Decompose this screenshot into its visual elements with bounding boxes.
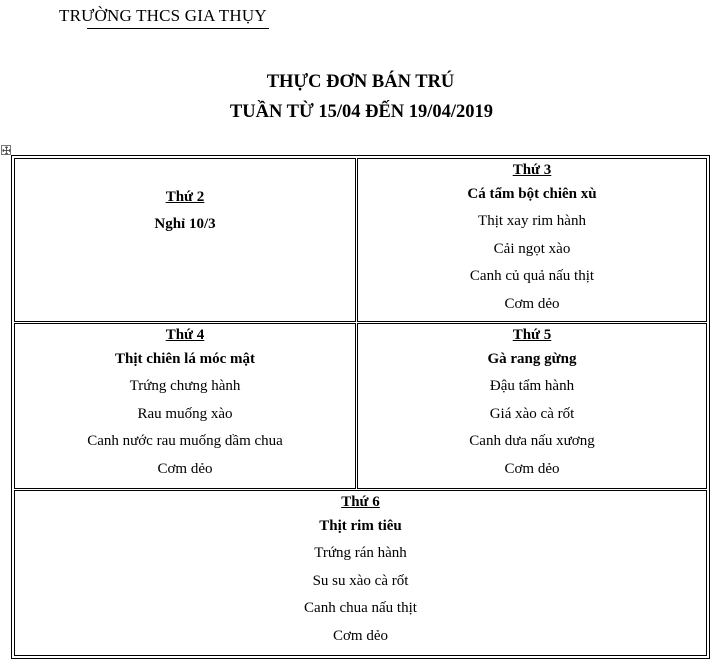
main-dish: Thịt chiên lá móc mật (115, 351, 255, 367)
dish-item: Cơm dẻo (504, 295, 560, 312)
dish-item: Thịt xay rim hành (478, 213, 586, 230)
day-note: Nghỉ 10/3 (154, 216, 216, 232)
dish-item: Canh chua nấu thịt (304, 600, 417, 617)
dish-item: Trứng rán hành (314, 545, 407, 562)
menu-week-range: TUẦN TỪ 15/04 ĐẾN 19/04/2019 (229, 102, 494, 122)
menu-cell-thu-6[interactable] (14, 490, 707, 656)
dish-item: Rau muống xào (137, 405, 233, 422)
dish-item: Cơm dẻo (332, 627, 388, 644)
dish-item: Trứng chưng hành (129, 378, 241, 395)
dish-item: Đậu tẩm hành (489, 378, 575, 395)
dish-item: Canh củ quả nấu thịt (469, 268, 595, 285)
move-arrows-icon[interactable] (1, 145, 11, 155)
day-label: Thứ 4 (165, 327, 205, 343)
dish-item: Cơm dẻo (157, 460, 213, 477)
menu-cell-thu-3[interactable] (357, 158, 707, 322)
dish-item: Cơm dẻo (504, 460, 560, 477)
dish-item: Cải ngọt xào (493, 240, 571, 257)
day-label: Thứ 5 (512, 327, 552, 343)
main-dish: Cá tẩm bột chiên xù (467, 186, 597, 202)
day-label: Thứ 2 (165, 189, 205, 205)
day-label: Thứ 6 (341, 494, 380, 510)
dish-item: Canh dưa nấu xương (469, 433, 595, 450)
school-name-underline (87, 28, 269, 29)
menu-cell-thu-4[interactable] (14, 323, 356, 489)
school-name: TRƯỜNG THCS GIA THỤY (59, 6, 267, 25)
dish-item: Su su xào cà rốt (312, 572, 409, 589)
main-dish: Gà rang gừng (487, 351, 577, 367)
menu-cell-thu-2[interactable] (14, 158, 356, 322)
dish-item: Canh nước rau muống dầm chua (87, 433, 283, 450)
menu-table (11, 155, 710, 659)
main-dish: Thịt rim tiêu (319, 518, 402, 534)
day-label: Thứ 3 (512, 162, 552, 178)
menu-title: THỰC ĐƠN BÁN TRÚ (266, 72, 455, 92)
dish-item: Giá xào cà rốt (489, 405, 575, 422)
menu-cell-thu-5[interactable] (357, 323, 707, 489)
